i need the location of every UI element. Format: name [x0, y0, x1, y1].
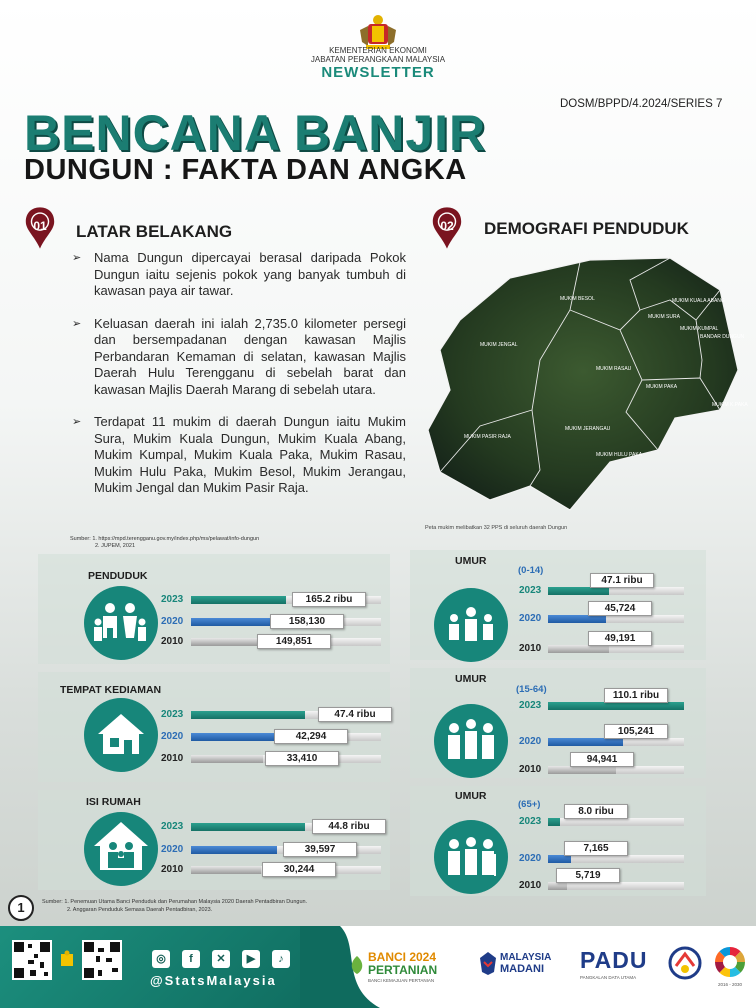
stat-bar [191, 866, 261, 874]
map-label: MUKIM JENGAL [480, 342, 518, 348]
age-bar [548, 738, 623, 746]
source-note-2: 2. JUPEM, 2021 [95, 543, 136, 549]
map-label: MUKIM PASIR RAJA [464, 434, 511, 440]
age-bar [548, 615, 606, 623]
age-year: 2020 [519, 613, 542, 624]
page-title: BENCANA BANJIR [24, 105, 487, 161]
section-01-heading: LATAR BELAKANG [76, 222, 233, 241]
map-label: MUKIM HULU PAKA [596, 452, 643, 458]
stat-bar [191, 823, 305, 831]
age-year: 2020 [519, 736, 542, 747]
ministry-name: KEMENTERIAN EKONOMI [329, 46, 427, 55]
elderly-icon [434, 820, 508, 894]
population-label: PENDUDUK [88, 570, 148, 582]
age-value: 8.0 ribu [564, 804, 628, 819]
stat-value: 47.4 ribu [318, 707, 392, 722]
x-twitter-icon[interactable]: ✕ [212, 950, 230, 968]
house-icon [84, 698, 158, 772]
age-value: 47.1 ribu [590, 573, 654, 588]
bullet-arrow-icon: ➢ [72, 416, 82, 428]
age-group-label: (65+) [518, 799, 541, 810]
stat-value: 42,294 [274, 729, 348, 744]
age-year: 2023 [519, 700, 542, 711]
bullet-arrow-icon: ➢ [72, 317, 82, 330]
map-label: MUKIM PAKA [646, 384, 678, 390]
age-bar [548, 855, 571, 863]
age-value: 94,941 [570, 752, 634, 767]
background-bullets [70, 250, 406, 513]
social-handle[interactable]: @StatsMalaysia [150, 973, 277, 988]
children-icon [434, 588, 508, 662]
age-label: UMUR [455, 790, 487, 802]
page-subtitle: DUNGUN : FAKTA DAN ANGKA [24, 154, 467, 186]
youtube-icon[interactable]: ▶ [242, 950, 260, 968]
map-label: MUKIM SURA [648, 314, 680, 320]
household-icon [84, 812, 158, 886]
age-year: 2023 [519, 816, 542, 827]
bullet-arrow-icon: ➢ [72, 252, 82, 264]
age-bar [548, 882, 567, 890]
map-label: BANDAR DUNGUN [700, 334, 745, 340]
stat-year: 2023 [161, 821, 184, 832]
stat-year: 2023 [161, 594, 184, 605]
map-label: MUKIM KUALA ABANG [672, 298, 725, 304]
qr-code-icon[interactable] [12, 940, 52, 980]
age-bar [548, 818, 560, 826]
stat-value: 39,597 [283, 842, 357, 857]
age-year: 2020 [519, 853, 542, 864]
age-bar [548, 766, 616, 774]
banci-leaf-icon [348, 954, 366, 976]
padu-logo: PADU [580, 947, 648, 973]
age-group-label: (0-14) [518, 565, 544, 576]
madani-emblem-icon [478, 950, 498, 976]
dungun-mukim-map [420, 250, 748, 518]
age-bar [548, 587, 609, 595]
age-label: UMUR [455, 673, 487, 685]
family-icon [84, 586, 158, 660]
stat-bar [191, 755, 263, 763]
madani-logo-line1: MALAYSIA [500, 952, 552, 963]
stat-value: 33,410 [265, 751, 339, 766]
page-number: 1 [8, 895, 34, 921]
stat-value: 158,130 [270, 614, 344, 629]
list-item: ➢ Keluasan daerah ini ialah 2,735.0 kilometer persegi dan bersempadanan dengan kawasan Majlis Perbandaran Kemaman di selatan, kawasan Majlis Daerah Hulu Terengganu di sebelah barat dan kawasan Majlis Daerah Marang di sebelah utara. [72, 315, 406, 397]
map-label: MUKIM JERANGAU [565, 426, 611, 432]
map-caption: Peta mukim melibatkan 32 PPS di seluruh daerah Dungun [425, 525, 568, 531]
stat-value: 149,851 [257, 634, 331, 649]
age-value: 45,724 [588, 601, 652, 616]
stat-year: 2010 [161, 636, 184, 647]
stat-year: 2020 [161, 616, 184, 627]
age-value: 7,165 [564, 841, 628, 856]
map-label: MUKIM KUMPAL [680, 326, 719, 332]
map-label: MUKIM BESOL [560, 296, 595, 302]
stat-year: 2010 [161, 864, 184, 875]
age-group-label: (15-64) [516, 684, 547, 695]
banci-logo-line2: PERTANIAN [368, 963, 438, 977]
section-02-heading: DEMOGRAFI PENDUDUK [484, 219, 689, 238]
sdg-wheel-icon [714, 946, 746, 978]
household-label: ISI RUMAH [86, 796, 141, 808]
instagram-icon[interactable]: ◎ [152, 950, 170, 968]
bottom-source-2: 2. Anggaran Penduduk Semasa Daerah Pentadbiran, 2023. [67, 907, 213, 913]
stat-value: 44.8 ribu [312, 819, 386, 834]
list-item: ➢ Terdapat 11 mukim di daerah Dungun iaitu Mukim Sura, Mukim Kuala Dungun, Mukim Kuala Abang, Mukim Kumpal, Mukim Kuala Paka, Mukim Rasau, Mukim Hulu Paka, Mukim Besol, Mukim Jerangau, Mukim Jengal dan Mukim Pasir Raja. [72, 414, 406, 495]
stat-bar [191, 711, 305, 719]
age-value: 49,191 [588, 631, 652, 646]
map-label: MUKIM K.PAKA [712, 402, 748, 408]
padu-logo-tag: PANGKALAN DATA UTAMA [580, 975, 637, 980]
stat-year: 2020 [161, 844, 184, 855]
age-bar-track [548, 882, 684, 890]
dwelling-label: TEMPAT KEDIAMAN [60, 684, 162, 696]
tiktok-icon[interactable]: ♪ [272, 950, 290, 968]
anniversary-logo-icon [668, 946, 702, 980]
banci-logo-tag: BANCI KEMAJUAN PERTANIAN [368, 978, 435, 983]
age-year: 2010 [519, 764, 542, 775]
section-02-number: 02 [440, 219, 454, 233]
stat-bar [191, 596, 286, 604]
age-label: UMUR [455, 555, 487, 567]
facebook-icon[interactable]: f [182, 950, 200, 968]
stat-bar [191, 846, 277, 854]
age-year: 2010 [519, 643, 542, 654]
list-item: ➢ Nama Dungun dipercayai berasal daripada Pokok Dungun iaitu sejenis pokok yang banyak tumbuh di kawasan paya air tawar. [72, 250, 406, 298]
stat-value: 30,244 [262, 862, 336, 877]
newsletter-label: NEWSLETTER [321, 64, 435, 81]
department-name: JABATAN PERANGKAAN MALAYSIA [310, 55, 446, 64]
qr-code-icon[interactable] [82, 940, 122, 980]
source-note-1: Sumber: 1. https://mpd.terengganu.gov.my/index.php/ms/pelawat/info-dungun [70, 536, 260, 542]
stat-year: 2010 [161, 753, 184, 764]
age-bar-track [548, 818, 684, 826]
stat-year: 2020 [161, 731, 184, 742]
age-year: 2010 [519, 880, 542, 891]
adults-icon [434, 704, 508, 778]
coat-of-arms-small-icon [57, 950, 77, 970]
age-bar [548, 645, 609, 653]
age-bar [548, 702, 684, 710]
section-01-number: 01 [33, 219, 47, 233]
map-label: MUKIM RASAU [596, 366, 632, 372]
age-value: 5,719 [556, 868, 620, 883]
age-value: 105,241 [604, 724, 668, 739]
stat-value: 165.2 ribu [292, 592, 366, 607]
age-value: 110.1 ribu [604, 688, 668, 703]
bottom-source-1: Sumber: 1. Penemuan Utama Banci Penduduk dan Perumahan Malaysia 2020 Daerah Pentadbiran Dungun. [42, 899, 308, 905]
stat-year: 2023 [161, 709, 184, 720]
stat-bar [191, 733, 278, 741]
sdg-years: 2016 - 2030 [718, 982, 743, 987]
series-code: DOSM/BPPD/4.2024/SERIES 7 [560, 98, 723, 110]
age-year: 2023 [519, 585, 542, 596]
banci-logo-line1: BANCI 2024 [368, 950, 437, 964]
madani-logo-line2: MADANI [500, 963, 544, 975]
